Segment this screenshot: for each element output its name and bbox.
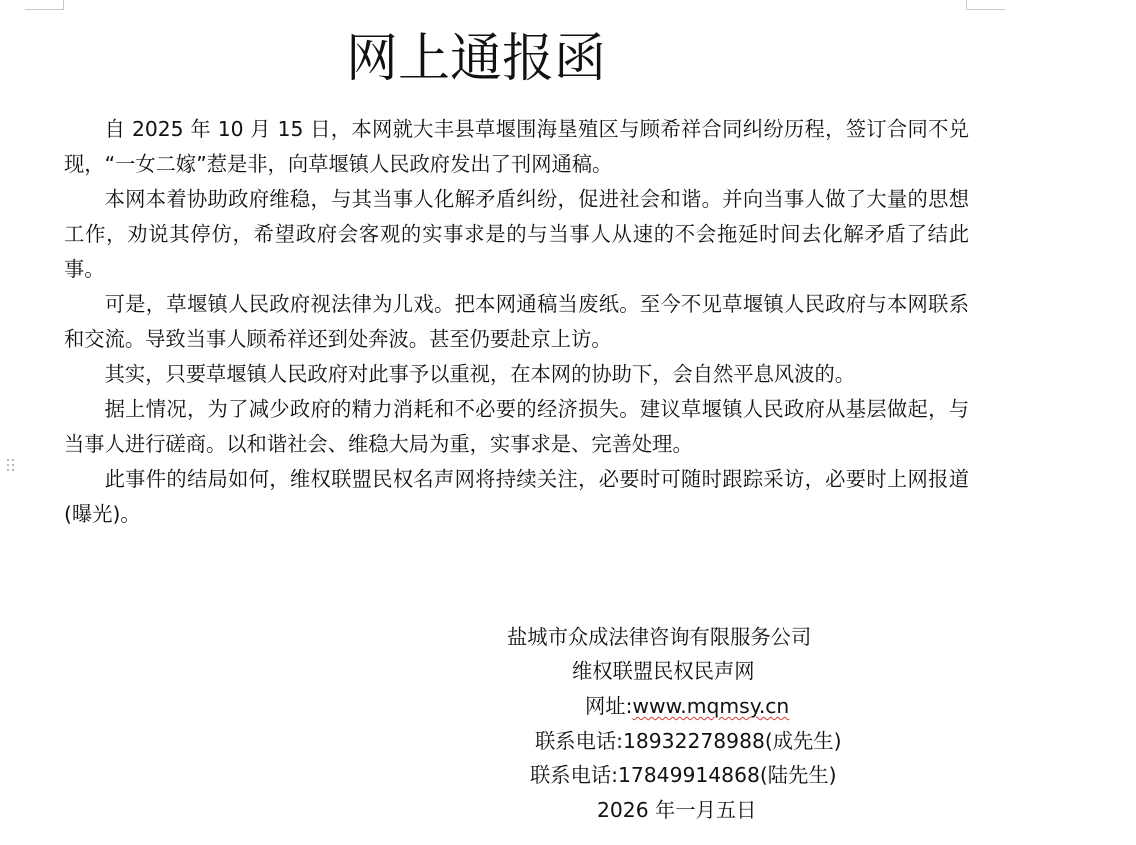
page-corner-mark-left	[25, 0, 64, 10]
signature-date: 2026 年一月五日	[597, 798, 757, 822]
signature-company: 盐城市众成法律咨询有限服务公司	[507, 625, 812, 649]
paragraph-6: 此事件的结局如何，维权联盟民权名声网将持续关注，必要时可随时跟踪采访，必要时上网报道(曝光)。	[64, 467, 969, 526]
drag-handle-icon[interactable]	[7, 459, 15, 475]
paragraph-5: 据上情况，为了减少政府的精力消耗和不必要的经济损失。建议草堰镇人民政府从基层做起，与当事人进行磋商。以和谐社会、维稳大局为重，实事求是、完善处理。	[64, 397, 969, 456]
page-corner-mark-right	[966, 0, 1005, 10]
signature-phone-2: 联系电话:17849914868(陆先生)	[530, 763, 837, 787]
paragraph-4: 其实，只要草堰镇人民政府对此事予以重视，在本网的协助下，会自然平息风波的。	[104, 362, 856, 386]
document-body[interactable]	[64, 112, 969, 532]
signature-phone-1: 联系电话:18932278988(成先生)	[535, 729, 842, 753]
paragraph-2: 本网本着协助政府维稳，与其当事人化解矛盾纠纷，促进社会和谐。并向当事人做了大量的思想工作，劝说其停仿，希望政府会客观的实事求是的与当事人从速的不会拖延时间去化解矛盾了结此事。	[64, 187, 969, 281]
website-url[interactable]: www.mqmsy.cn	[632, 694, 790, 718]
signature-website	[585, 689, 789, 724]
paragraph-1: 自 2025 年 10 月 15 日，本网就大丰县草堰围海垦殖区与顾希祥合同纠纷历程，签订合同不兑现，“一女二嫁”惹是非，向草堰镇人民政府发出了刊网通稿。	[64, 117, 969, 176]
website-label: 网址:	[585, 694, 633, 718]
signature-organization: 维权联盟民权民声网	[572, 659, 755, 683]
paragraph-3: 可是，草堰镇人民政府视法律为儿戏。把本网通稿当废纸。至今不见草堰镇人民政府与本网联系和交流。导致当事人顾希祥还到处奔波。甚至仍要赴京上访。	[64, 292, 969, 351]
document-title: 网上通报函	[346, 29, 607, 89]
